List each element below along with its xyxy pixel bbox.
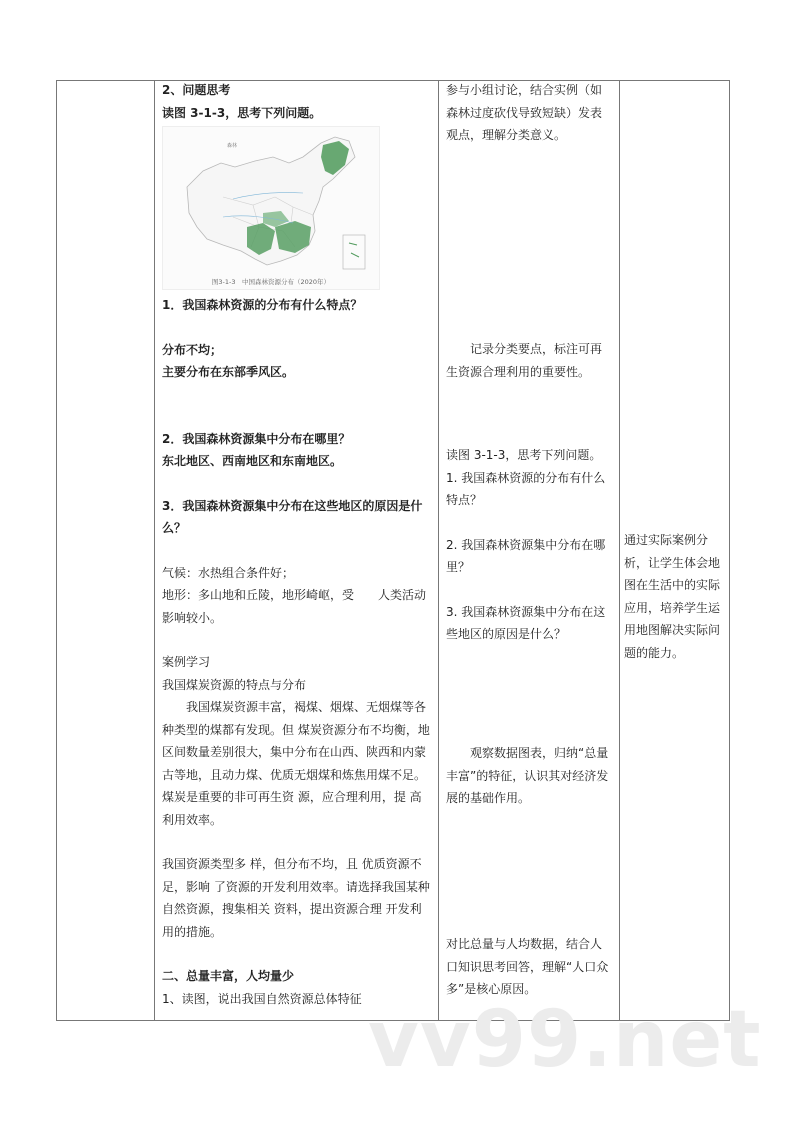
section-heading: 2、问题思考 xyxy=(162,83,231,97)
table-right-border xyxy=(729,80,730,1021)
design-intent-text: 通过实际案例分析，让学生体会地图在生活中的实际应用，培养学生运用地图解决实际问题的能力。 xyxy=(624,533,721,660)
activity-record: 记录分类要点，标注可再生资源合理利用的重要性。 xyxy=(446,342,603,379)
design-intent-column xyxy=(624,529,724,664)
activity-reading: 读图 3-1-3，思考下列问题。 xyxy=(446,448,602,462)
answer-1-line-1: 分布不均； xyxy=(162,342,223,357)
activity-observe: 观察数据图表，归纳“总量丰富”的特征，认识其对经济发展的基础作用。 xyxy=(446,746,609,805)
column-divider-2 xyxy=(438,80,439,1021)
column-divider-1 xyxy=(154,80,155,1021)
activity-compare: 对比总量与人均数据，结合人口知识思考回答，理解“人口众多”是核心原因。 xyxy=(446,937,609,996)
student-activity-block-5 xyxy=(446,933,611,1001)
question-3: 3．我国森林资源集中分布在这些地区的原因是什么？ xyxy=(162,498,423,535)
answer-2: 东北地区、西南地区和东南地区。 xyxy=(162,454,343,468)
answer-3-line-2: 地形：多山地和丘陵，地形崎岖，受 人类活动影响较小。 xyxy=(162,588,427,625)
activity-question-2: 2. 我国森林资源集中分布在哪里？ xyxy=(446,537,606,574)
content-column xyxy=(162,79,432,1010)
map-caption: 图3-1-3 中国森林资源分布（2020年） xyxy=(211,278,331,286)
map-graphic xyxy=(163,127,379,289)
activity-question-1: 1. 我国森林资源的分布有什么特点？ xyxy=(446,470,606,507)
forest-northeast xyxy=(321,141,349,175)
task-text: 我国资源类型多 样，但分布不均，且 优质资源不足，影响 了资源的开发利用效率。请选择我国某种自然资源，搜集相关 资料，提出资源合理 开发利用的措施。 xyxy=(162,857,430,939)
watermark: vv99.net xyxy=(368,995,762,1085)
column-divider-3 xyxy=(619,80,620,1021)
reading-instruction: 读图 3-1-3，思考下列问题。 xyxy=(162,105,322,120)
question-1: 1．我国森林资源的分布有什么特点？ xyxy=(162,298,363,312)
student-activity-block-2 xyxy=(446,338,611,383)
answer-3-line-1: 气候：水热组合条件好； xyxy=(162,565,295,580)
student-activity-block-4 xyxy=(446,742,611,810)
case-label: 案例学习 xyxy=(162,655,211,669)
case-title: 我国煤炭资源的特点与分布 xyxy=(162,677,307,692)
section-2-heading: 二、总量丰富，人均量少 xyxy=(162,969,295,983)
map-legend: 森林 xyxy=(227,143,238,149)
answer-1-line-2: 主要分布在东部季风区。 xyxy=(162,365,295,379)
case-body: 我国煤炭资源丰富，褐煤、烟煤、无烟煤等各种类型的煤都有发现。但 煤炭资源分布不均衡，地区间数量差别很大，集中分布在山西、陕西和内蒙古等地，且动力煤、优质无烟煤和炼焦用煤不足。煤炭是重要的非可再生资 源，应合理利用，提 高利用效率。 xyxy=(162,700,430,827)
south-sea-islands xyxy=(349,243,359,257)
question-2: 2．我国森林资源集中分布在哪里？ xyxy=(162,431,351,446)
student-activity-block-3 xyxy=(446,444,611,646)
section-2-item-1: 1、读图，说出我国自然资源总体特征 xyxy=(162,991,362,1006)
china-forest-map xyxy=(162,126,380,290)
student-activity-block-1 xyxy=(446,79,611,147)
activity-discussion: 参与小组讨论，结合实例（如森林过度砍伐导致短缺）发表观点，理解分类意义。 xyxy=(446,83,603,142)
table-left-border xyxy=(56,80,57,1021)
south-sea-inset xyxy=(343,235,365,269)
activity-question-3: 3. 我国森林资源集中分布在这些地区的原因是什么？ xyxy=(446,604,606,641)
